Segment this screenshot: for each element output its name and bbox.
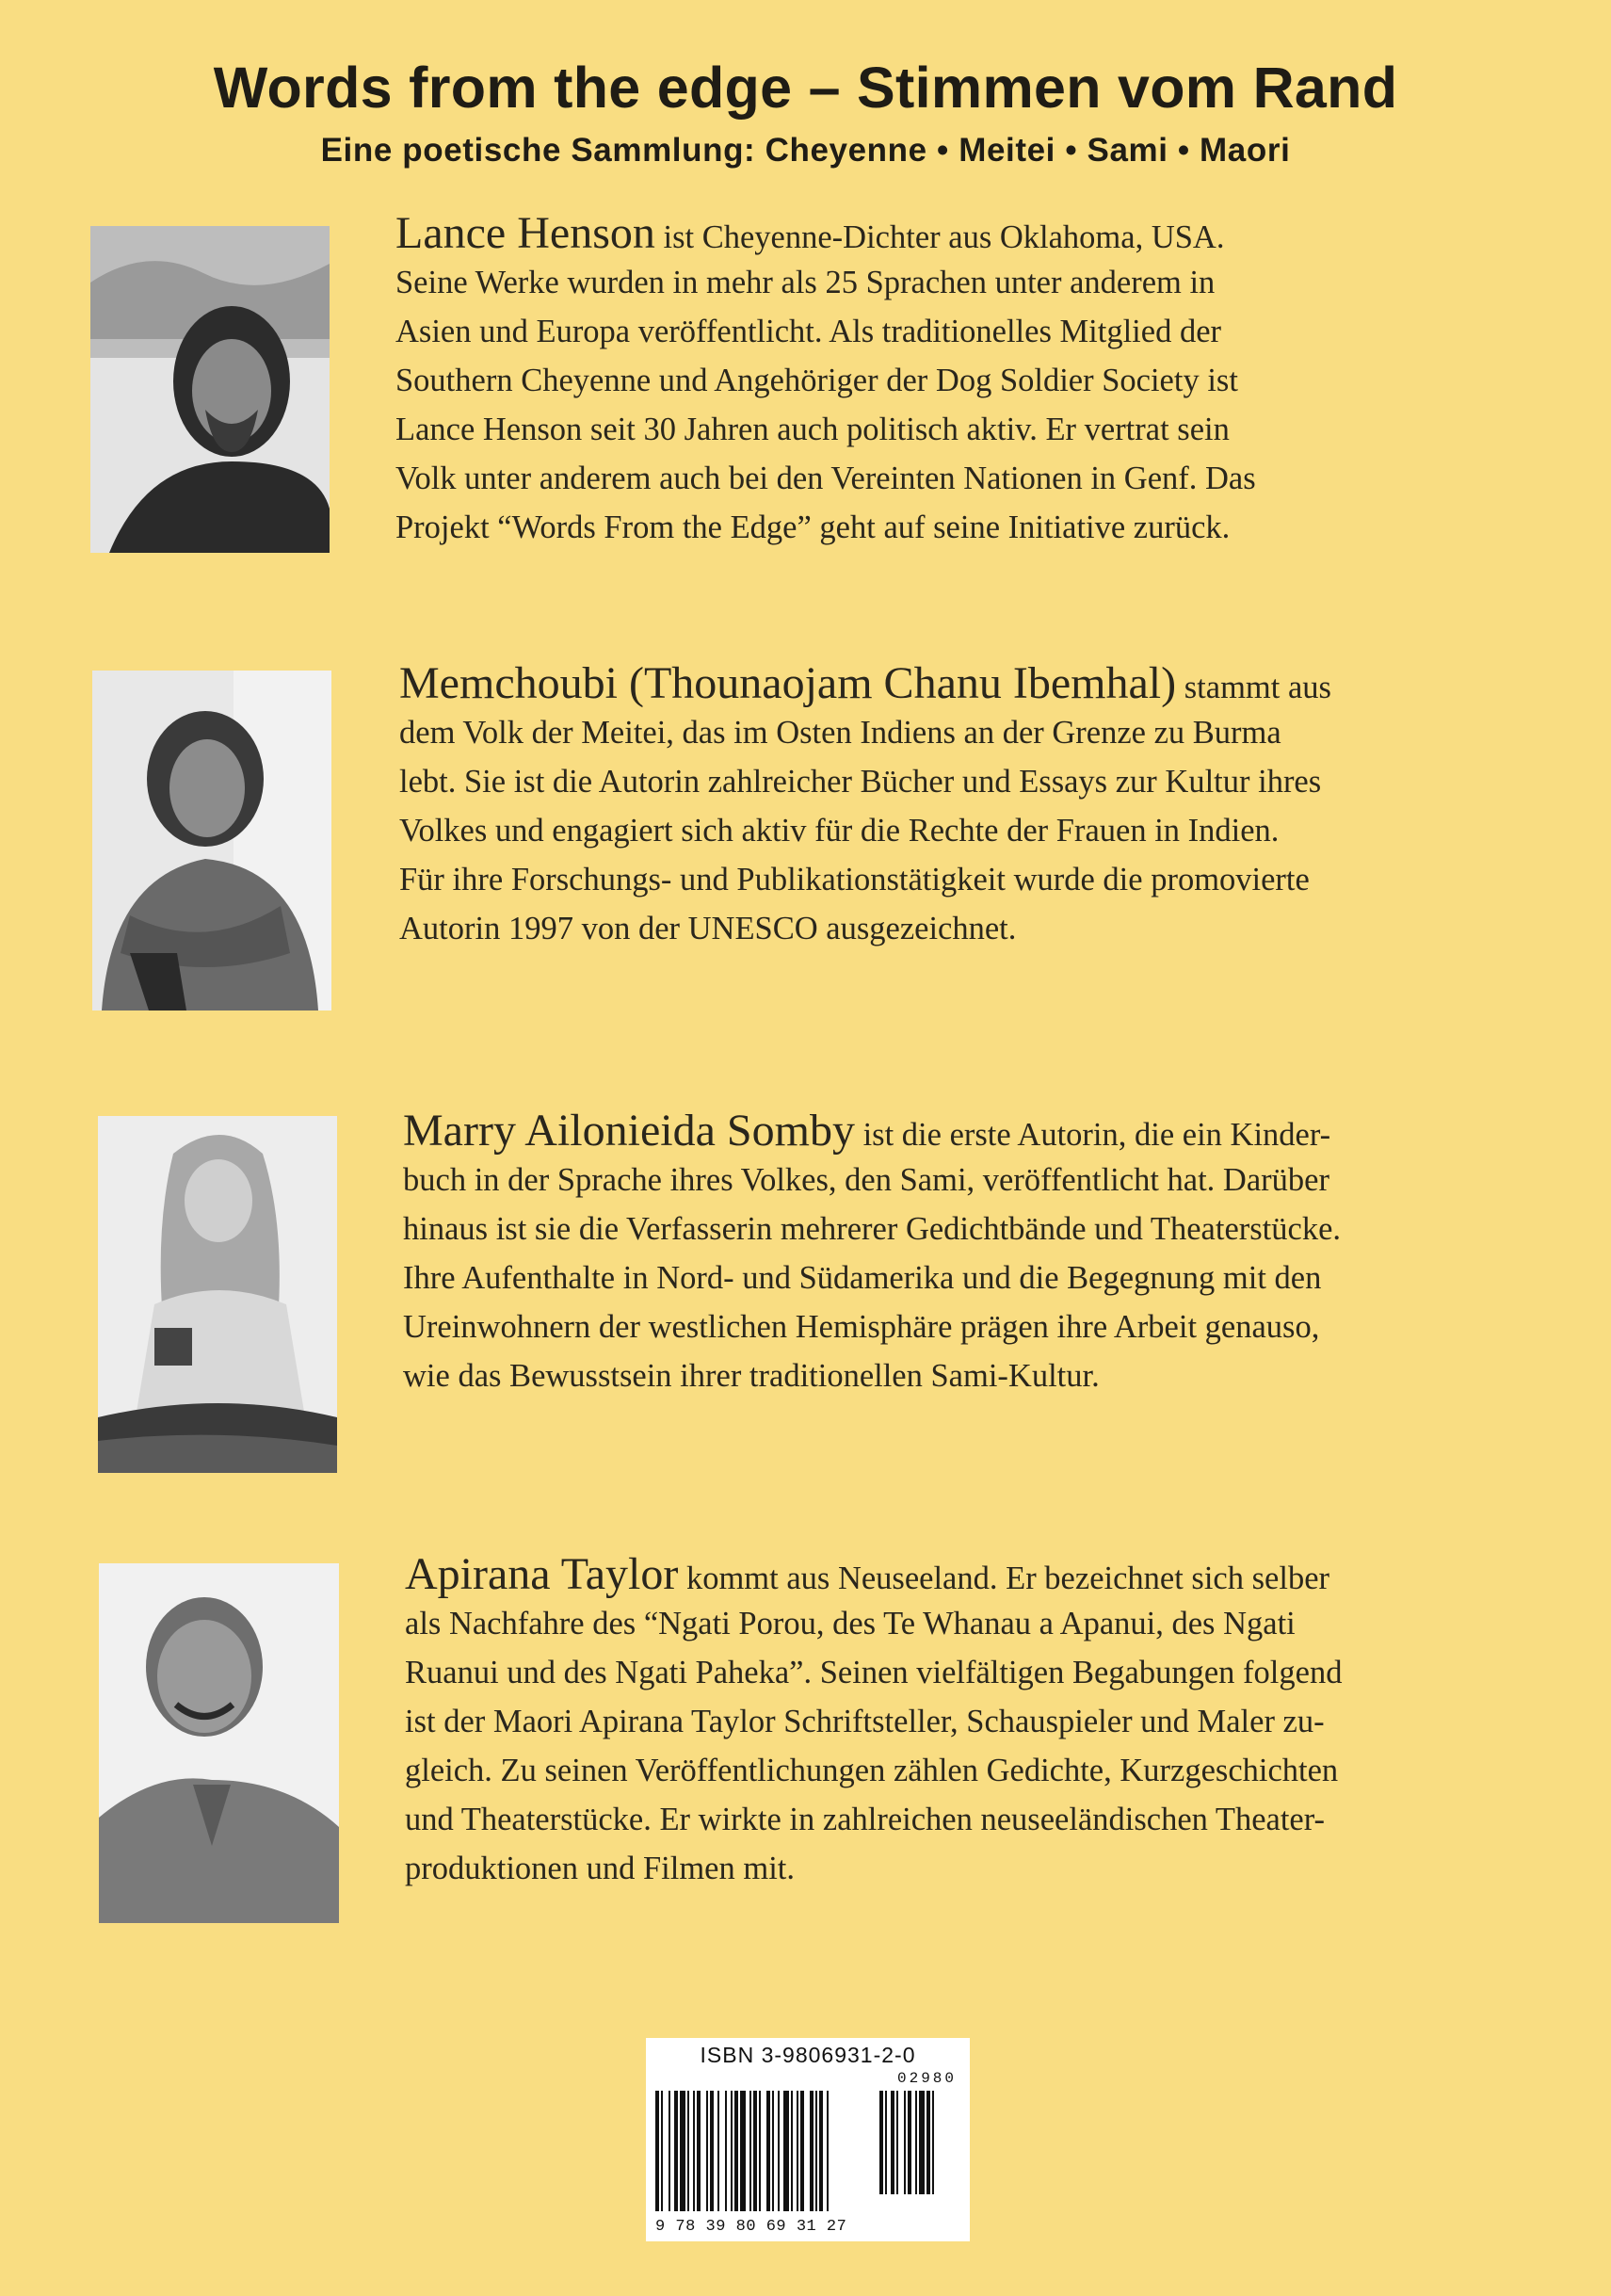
author-name: Memchoubi (Thounaojam Chanu Ibemhal) bbox=[399, 658, 1177, 708]
author-bio-apirana-taylor bbox=[405, 1550, 1342, 1893]
bio-line: ist der Maori Apirana Taylor Schriftsteller, Schauspieler und Maler zu- bbox=[405, 1704, 1325, 1739]
barcode-addon-digits: 02980 bbox=[896, 2070, 957, 2087]
bio-line: stammt aus bbox=[1176, 670, 1331, 705]
bio-line: Projekt “Words From the Edge” geht auf seine Initiative zurück. bbox=[395, 509, 1231, 545]
bio-line: Volkes und engagiert sich aktiv für die Rechte der Frauen in Indien. bbox=[399, 813, 1280, 849]
author-photo-memchoubi bbox=[92, 671, 331, 1011]
bio-line: lebt. Sie ist die Autorin zahlreicher Bücher und Essays zur Kultur ihres bbox=[399, 764, 1322, 800]
isbn-barcode bbox=[646, 2038, 970, 2241]
bio-line: ist die erste Autorin, die ein Kinder- bbox=[854, 1117, 1331, 1153]
author-photo-apirana-taylor bbox=[99, 1563, 339, 1923]
bio-line: als Nachfahre des “Ngati Porou, des Te Whanau a Apanui, des Ngati bbox=[405, 1606, 1296, 1641]
cover-subtitle: Eine poetische Sammlung: Cheyenne • Meitei • Sami • Maori bbox=[320, 132, 1291, 169]
bio-line: wie das Bewusstsein ihrer traditionellen Sami-Kultur. bbox=[403, 1358, 1100, 1394]
barcode-bars-icon bbox=[655, 2091, 960, 2211]
author-name: Lance Henson bbox=[395, 208, 655, 258]
author-bio-marry-somby bbox=[403, 1107, 1341, 1400]
portrait-photo-icon bbox=[99, 1563, 339, 1923]
author-name: Apirana Taylor bbox=[405, 1549, 679, 1599]
bio-line: Autorin 1997 von der UNESCO ausgezeichnet. bbox=[399, 911, 1017, 946]
bio-line: ist Cheyenne-Dichter aus Oklahoma, USA. bbox=[654, 219, 1225, 255]
bio-line: gleich. Zu seinen Veröffentlichungen zählen Gedichte, Kurzgeschichten bbox=[405, 1753, 1339, 1788]
isbn-number: ISBN 3-9806931-2-0 bbox=[700, 2043, 916, 2067]
cover-title: Words from the edge – Stimmen vom Rand bbox=[213, 56, 1398, 120]
author-photo-marry-somby bbox=[98, 1116, 337, 1473]
bio-line: Für ihre Forschungs- und Publikationstätigkeit wurde die promovierte bbox=[399, 862, 1310, 897]
portrait-photo-icon bbox=[90, 226, 330, 553]
bio-line: und Theaterstücke. Er wirkte in zahlreichen neuseeländischen Theater- bbox=[405, 1802, 1326, 1837]
portrait-photo-icon bbox=[98, 1116, 337, 1473]
bio-line: Ureinwohnern der westlichen Hemisphäre prägen ihre Arbeit genauso, bbox=[403, 1309, 1320, 1345]
bio-line: dem Volk der Meitei, das im Osten Indiens an der Grenze zu Burma bbox=[399, 715, 1281, 751]
bio-line: produktionen und Filmen mit. bbox=[405, 1851, 795, 1886]
bio-line: Lance Henson seit 30 Jahren auch politisch aktiv. Er vertrat sein bbox=[395, 412, 1230, 447]
portrait-photo-icon bbox=[92, 671, 331, 1011]
bio-line: hinaus ist sie die Verfasserin mehrerer Gedichtbände und Theaterstücke. bbox=[403, 1211, 1342, 1247]
bio-line: buch in der Sprache ihres Volkes, den Sami, veröffentlicht hat. Darüber bbox=[403, 1162, 1329, 1198]
bio-line: Ihre Aufenthalte in Nord- und Südamerika und die Begegnung mit den bbox=[403, 1260, 1322, 1296]
bio-line: kommt aus Neuseeland. Er bezeichnet sich selber bbox=[678, 1560, 1329, 1596]
bio-line: Volk unter anderem auch bei den Vereinten Nationen in Genf. Das bbox=[395, 461, 1256, 496]
bio-line: Ruanui und des Ngati Paheka”. Seinen vielfältigen Begabungen folgend bbox=[405, 1655, 1343, 1690]
author-photo-lance-henson bbox=[90, 226, 330, 553]
bio-line: Southern Cheyenne und Angehöriger der Dog Soldier Society ist bbox=[395, 363, 1238, 398]
author-bio-memchoubi bbox=[399, 659, 1331, 953]
bio-line: Seine Werke wurden in mehr als 25 Sprachen unter anderem in bbox=[395, 265, 1216, 300]
bio-line: Asien und Europa veröffentlicht. Als traditionelles Mitglied der bbox=[395, 314, 1222, 349]
author-bio-lance-henson bbox=[395, 209, 1256, 552]
barcode-digits: 9 78 39 80 69 31 27 bbox=[655, 2218, 847, 2236]
author-name: Marry Ailonieida Somby bbox=[403, 1106, 855, 1156]
